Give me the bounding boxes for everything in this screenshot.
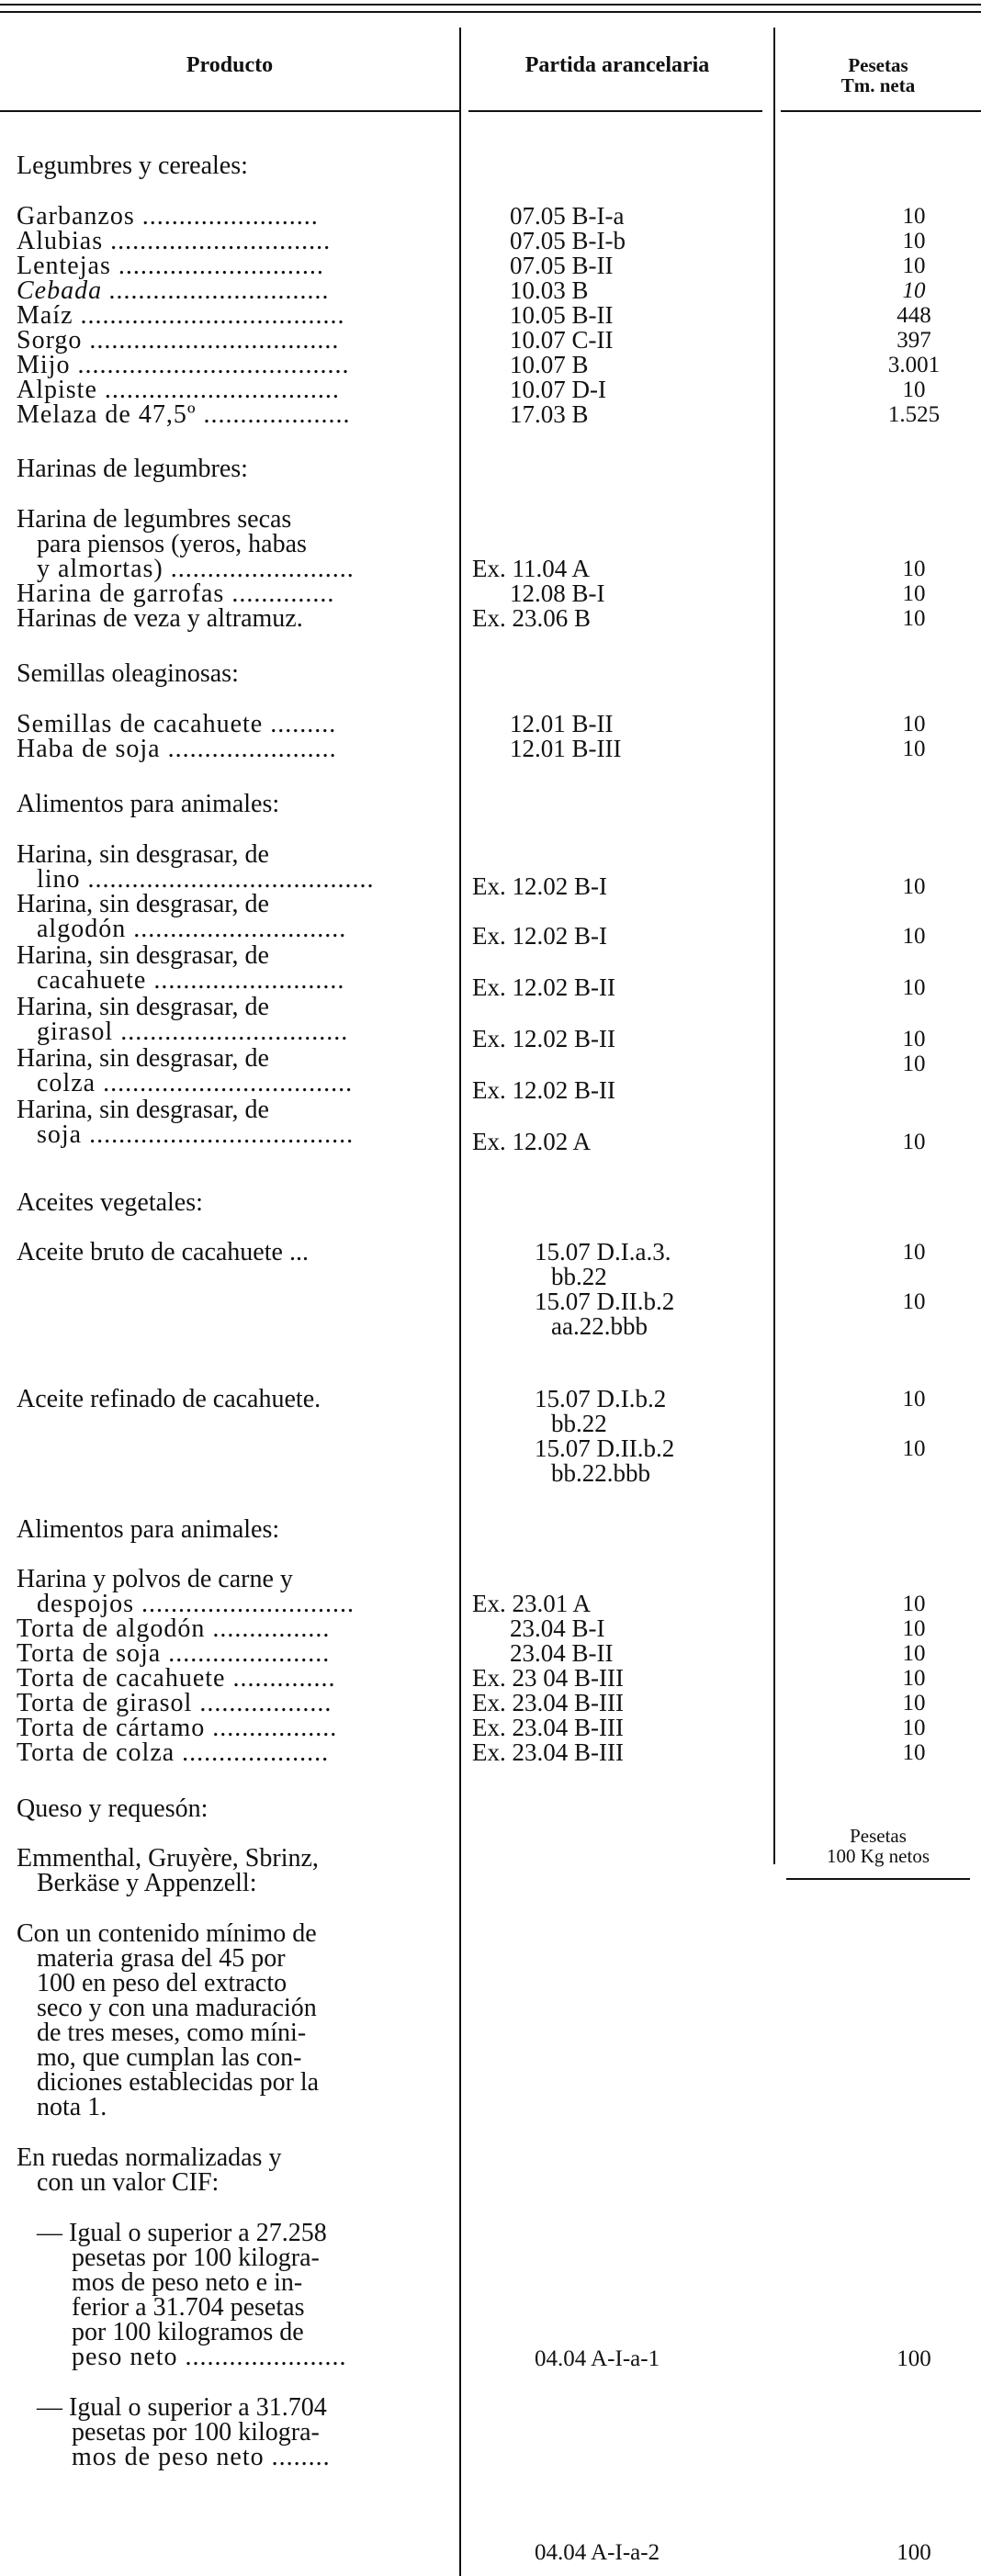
queso-item2-l2: pesetas por 100 kilogra- (72, 2418, 320, 2447)
row-soja-l1: Harina, sin desgrasar, de (17, 1096, 269, 1124)
val-torta-cartamo: 10 (902, 1715, 926, 1740)
section-aceites: Aceites vegetales: (17, 1188, 203, 1217)
queso-unit-netos: 100 Kg netos (827, 1845, 930, 1867)
code-queso-item2: 04.04 A-I-a-2 (535, 2540, 660, 2565)
row-melaza: Melaza de 47,5º .................... (17, 400, 351, 429)
section-alimentos-2: Alimentos para animales: (17, 1515, 280, 1544)
row-haba-soja: Haba de soja ....................... (17, 735, 337, 763)
row-girasol-l1: Harina, sin desgrasar, de (17, 993, 269, 1021)
code-garrofas: 12.08 B-I (510, 579, 605, 607)
row-torta-girasol: Torta de girasol .................. (17, 1689, 333, 1717)
code-aceite-bruto-1b: bb.22 (551, 1263, 607, 1290)
top-rule (0, 4, 981, 6)
val-cebada: 10 (902, 278, 926, 303)
row-torta-cartamo: Torta de cártamo ................. (17, 1714, 338, 1742)
row-lino-l1: Harina, sin desgrasar, de (17, 840, 269, 869)
code-colza: Ex. 12.02 B-II (472, 1076, 615, 1104)
code-aceite-bruto-2b: aa.22.bbb (551, 1312, 648, 1340)
val-lentejas: 10 (902, 253, 926, 278)
code-melaza: 17.03 B (510, 400, 589, 428)
queso-con-l6: mo, que cumplan las con- (37, 2043, 302, 2072)
code-lino: Ex. 12.02 B-I (472, 872, 607, 900)
code-aceite-ref-1a: 15.07 D.I.b.2 (535, 1385, 667, 1412)
code-aceite-ref-2b: bb.22.bbb (551, 1459, 650, 1487)
code-torta-soja: 23.04 B-II (510, 1639, 614, 1667)
row-torta-algodon: Torta de algodón ................ (17, 1614, 331, 1643)
val-queso-item2: 100 (896, 2540, 931, 2565)
val-aceite-ref-2: 10 (902, 1436, 926, 1461)
val-semillas-cacahuete: 10 (902, 712, 926, 737)
code-alubias: 07.05 B-I-b (510, 227, 626, 254)
val-garrofas: 10 (902, 581, 926, 606)
row-harina-leg-l2: para piensos (yeros, habas (37, 530, 307, 558)
section-legumbres: Legumbres y cereales: (17, 152, 248, 180)
row-alubias: Alubias .............................. (17, 227, 332, 255)
val-mijo: 3.001 (887, 353, 941, 377)
row-soja-l2: soja .................................... (37, 1120, 355, 1149)
code-soja: Ex. 12.02 A (472, 1128, 592, 1155)
row-garrofas: Harina de garrofas .............. (17, 579, 335, 608)
header-unidad: Tm. neta (840, 74, 916, 96)
section-alimentos-1: Alimentos para animales: (17, 790, 280, 818)
row-girasol-l2: girasol ............................... (37, 1018, 349, 1046)
queso-con-l8: nota 1. (37, 2093, 107, 2121)
val-veza: 10 (902, 606, 926, 631)
val-girasol: 10 (902, 1027, 926, 1052)
queso-con-l7: diciones establecidas por la (37, 2068, 320, 2097)
val-queso-item1: 100 (896, 2346, 931, 2371)
header-rule (0, 110, 459, 112)
code-aceite-ref-2a: 15.07 D.II.b.2 (535, 1434, 675, 1462)
code-cacah: Ex. 12.02 B-II (472, 973, 615, 1001)
row-veza: Harinas de veza y altramuz. (17, 604, 303, 633)
val-melaza: 1.525 (887, 402, 941, 427)
code-torta-cartamo: Ex. 23.04 B-III (472, 1714, 624, 1741)
row-cacah-l2: cacahuete .......................... (37, 966, 345, 995)
row-torta-colza: Torta de colza .................... (17, 1738, 330, 1767)
val-torta-girasol: 10 (902, 1691, 926, 1715)
queso-emm-l1: Emmenthal, Gruyère, Sbrinz, (17, 1844, 319, 1873)
header-pesetas: Pesetas (848, 54, 908, 76)
code-aceite-ref-1b: bb.22 (551, 1410, 607, 1437)
header-rule-b (468, 110, 762, 112)
code-cebada: 10.03 B (510, 276, 589, 304)
code-lentejas: 07.05 B-II (510, 252, 614, 279)
code-semillas-cacahuete: 12.01 B-II (510, 710, 614, 737)
queso-con-l1: Con un contenido mínimo de (17, 1919, 317, 1948)
code-torta-colza: Ex. 23.04 B-III (472, 1738, 624, 1766)
row-sorgo: Sorgo .................................. (17, 326, 340, 354)
code-carne: Ex. 23.01 A (472, 1590, 592, 1617)
val-torta-colza: 10 (902, 1740, 926, 1765)
header-rule-c (781, 110, 981, 112)
queso-item2-l3: mos de peso neto ........ (72, 2443, 331, 2471)
val-cacah: 10 (902, 975, 926, 1000)
row-lino-l2: lino ....................................... (37, 865, 375, 894)
val-torta-algodon: 10 (902, 1616, 926, 1641)
code-queso-item1: 04.04 A-I-a-1 (535, 2346, 660, 2371)
val-harina-leg: 10 (902, 557, 926, 581)
val-soja: 10 (902, 1130, 926, 1154)
row-alpiste: Alpiste ................................ (17, 376, 340, 404)
code-torta-girasol: Ex. 23.04 B-III (472, 1689, 624, 1716)
val-alpiste: 10 (902, 377, 926, 402)
queso-ruedas-l1: En ruedas normalizadas y (17, 2143, 282, 2172)
code-harina-leg: Ex. 11.04 A (472, 555, 590, 582)
val-aceite-ref-1: 10 (902, 1387, 926, 1412)
row-cacah-l1: Harina, sin desgrasar, de (17, 941, 269, 970)
val-torta-cacahuete: 10 (902, 1666, 926, 1691)
row-harina-leg-l3: y almortas) ......................... (37, 555, 355, 583)
queso-item1-l5: por 100 kilogramos de (72, 2318, 304, 2346)
code-mijo: 10.07 B (510, 351, 589, 378)
queso-item1-l4: ferior a 31.704 pesetas (72, 2293, 305, 2322)
code-alpiste: 10.07 D-I (510, 376, 606, 403)
queso-item1-l6: peso neto ...................... (72, 2343, 347, 2371)
row-garbanzos: Garbanzos ........................ (17, 202, 319, 231)
queso-item2-l1: — Igual o superior a 31.704 (37, 2393, 327, 2422)
val-carne: 10 (902, 1592, 926, 1616)
val-lino: 10 (902, 874, 926, 899)
row-colza-l2: colza .................................. (37, 1069, 354, 1097)
val-haba-soja: 10 (902, 737, 926, 761)
queso-emm-l2: Berkäse y Appenzell: (37, 1869, 257, 1897)
code-haba-soja: 12.01 B-III (510, 735, 622, 762)
queso-con-l5: de tres meses, como míni- (37, 2019, 307, 2047)
header-partida: Partida arancelaria (524, 53, 710, 77)
val-aceite-bruto-2: 10 (902, 1289, 926, 1314)
row-semillas-cacahuete: Semillas de cacahuete ......... (17, 710, 337, 738)
val-aceite-bruto-1: 10 (902, 1240, 926, 1265)
section-queso: Queso y requesón: (17, 1794, 209, 1823)
queso-unit-rule (786, 1878, 970, 1880)
val-sorgo: 397 (896, 328, 931, 353)
row-aceite-bruto: Aceite bruto de cacahuete ... (17, 1238, 309, 1266)
val-maiz: 448 (896, 303, 931, 328)
code-girasol: Ex. 12.02 B-II (472, 1025, 615, 1052)
code-maiz: 10.05 B-II (510, 301, 614, 329)
row-maiz: Maíz .................................... (17, 301, 345, 330)
row-mijo: Mijo ..................................... (17, 351, 350, 379)
row-aceite-refinado: Aceite refinado de cacahuete. (17, 1385, 321, 1413)
val-torta-soja: 10 (902, 1641, 926, 1666)
code-torta-cacahuete: Ex. 23 04 B-III (472, 1664, 624, 1692)
row-lentejas: Lentejas ............................ (17, 252, 324, 280)
row-carne-l1: Harina y polvos de carne y (17, 1565, 293, 1593)
section-semillas: Semillas oleaginosas: (17, 659, 239, 688)
column-divider-1 (459, 28, 461, 2576)
queso-item1-l2: pesetas por 100 kilogra- (72, 2244, 320, 2272)
row-harina-leg-l1: Harina de legumbres secas (17, 505, 292, 534)
queso-con-l4: seco y con una maduración (37, 1994, 317, 2022)
val-algodon: 10 (902, 924, 926, 949)
val-colza: 10 (902, 1052, 926, 1076)
code-veza: Ex. 23.06 B (472, 604, 592, 632)
header-producto: Producto (186, 53, 274, 77)
queso-item1-l3: mos de peso neto e in- (72, 2268, 303, 2297)
code-aceite-bruto-1a: 15.07 D.I.a.3. (535, 1238, 671, 1266)
row-cebada: Cebada .............................. (17, 276, 331, 305)
code-torta-algodon: 23.04 B-I (510, 1614, 605, 1642)
row-algodon-l1: Harina, sin desgrasar, de (17, 890, 269, 918)
top-rule-2 (0, 11, 981, 13)
code-aceite-bruto-2a: 15.07 D.II.b.2 (535, 1288, 675, 1315)
column-divider-2 (773, 28, 775, 1864)
code-algodon: Ex. 12.02 B-I (472, 922, 607, 950)
row-torta-cacahuete: Torta de cacahuete .............. (17, 1664, 336, 1693)
queso-con-l2: materia grasa del 45 por (37, 1944, 286, 1973)
val-garbanzos: 10 (902, 204, 926, 229)
val-alubias: 10 (902, 229, 926, 253)
queso-con-l3: 100 en peso del extracto (37, 1969, 288, 1997)
row-algodon-l2: algodón ............................. (37, 915, 347, 943)
section-harinas: Harinas de legumbres: (17, 455, 248, 483)
row-colza-l1: Harina, sin desgrasar, de (17, 1044, 269, 1073)
queso-unit-pesetas: Pesetas (850, 1825, 907, 1847)
row-torta-soja: Torta de soja ...................... (17, 1639, 331, 1668)
row-carne-l2: despojos ............................. (37, 1590, 355, 1618)
queso-item1-l1: — Igual o superior a 27.258 (37, 2219, 327, 2247)
code-garbanzos: 07.05 B-I-a (510, 202, 625, 230)
queso-ruedas-l2: con un valor CIF: (37, 2168, 220, 2197)
code-sorgo: 10.07 C-II (510, 326, 614, 354)
